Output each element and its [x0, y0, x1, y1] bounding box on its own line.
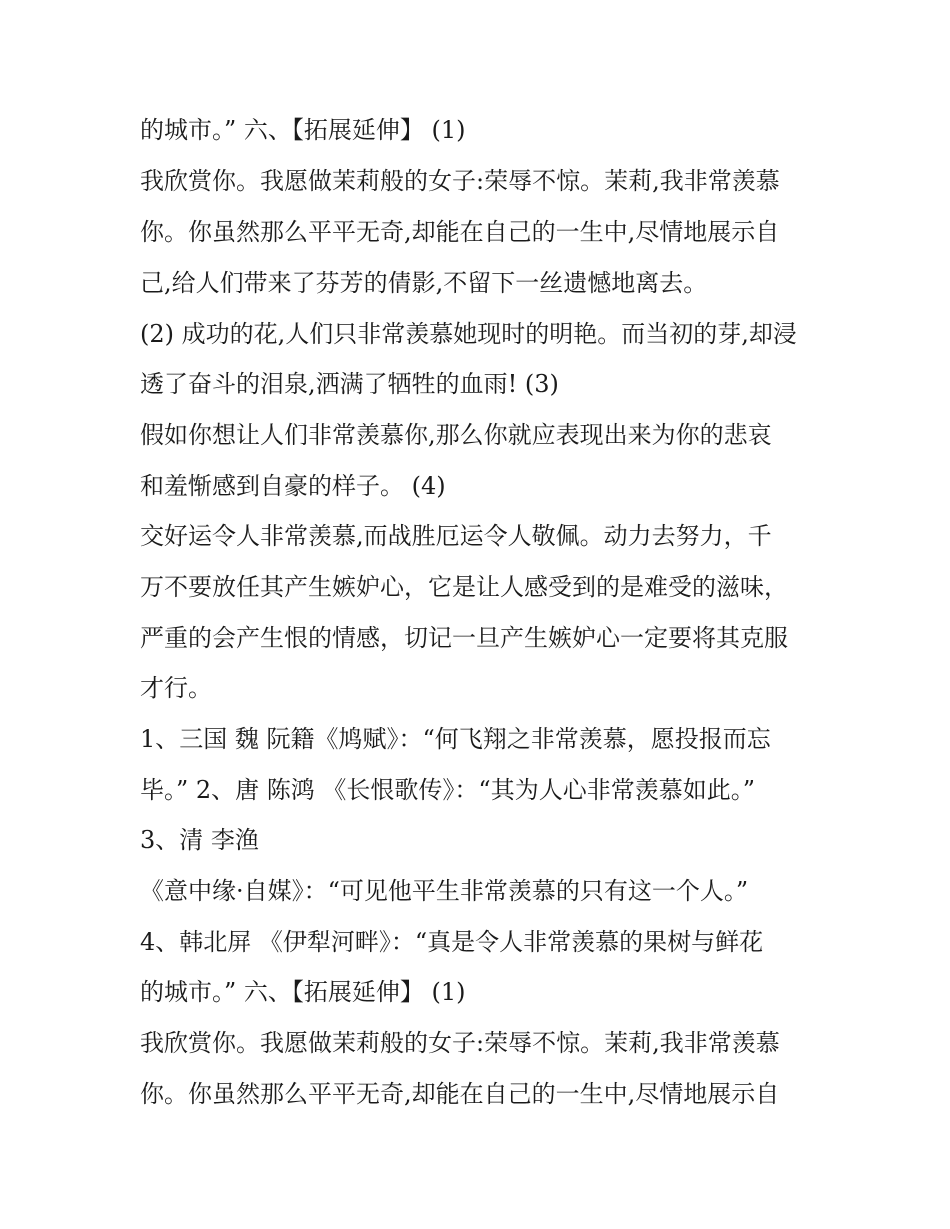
text-line: 的城市。” 六、【拓展延伸】 (1): [140, 116, 466, 144]
text-line: 毕。” 2、唐 陈鸿 《长恨歌传》：“其为人心非常羡慕如此。”: [140, 776, 755, 804]
text-line: 我欣赏你。我愿做茉莉般的女子:荣辱不惊。茉莉,我非常羡慕: [140, 1029, 780, 1057]
text-line: 和羞惭感到自豪的样子。 (4): [140, 472, 446, 500]
text-line: 的城市。” 六、【拓展延伸】 (1): [140, 978, 466, 1006]
text-line: 透了奋斗的泪泉,洒满了牺牲的血雨! (3): [140, 370, 559, 398]
text-line: 假如你想让人们非常羡慕你,那么你就应表现出来为你的悲哀: [140, 421, 772, 449]
text-line: 己,给人们带来了芬芳的倩影,不留下一丝遗憾地离去。: [140, 269, 708, 297]
text-line: 《意中缘·自媒》：“可见他平生非常羡慕的只有这一个人。”: [140, 877, 749, 905]
text-line: 你。你虽然那么平平无奇,却能在自己的一生中,尽情地展示自: [140, 1080, 780, 1108]
text-line: 才行。: [140, 674, 212, 702]
text-line: 1、三国 魏 阮籍《鸠赋》：“何飞翔之非常羡慕，愿投报而忘: [140, 725, 771, 753]
text-line: 严重的会产生恨的情感，切记一旦产生嫉妒心一定要将其克服: [140, 624, 788, 652]
text-line: 4、韩北屏 《伊犁河畔》：“真是令人非常羡慕的果树与鲜花: [140, 928, 764, 956]
text-line: 万不要放任其产生嫉妒心，它是让人感受到的是难受的滋味，: [140, 573, 788, 601]
text-line: (2) 成功的花,人们只非常羡慕她现时的明艳。而当初的芽,却浸: [140, 320, 797, 348]
text-line: 我欣赏你。我愿做茉莉般的女子:荣辱不惊。茉莉,我非常羡慕: [140, 167, 780, 195]
text-line: 你。你虽然那么平平无奇,却能在自己的一生中,尽情地展示自: [140, 218, 780, 246]
text-line: 3、清 李渔: [140, 826, 259, 854]
text-line: 交好运令人非常羡慕,而战胜厄运令人敬佩。动力去努力，千: [140, 522, 772, 550]
